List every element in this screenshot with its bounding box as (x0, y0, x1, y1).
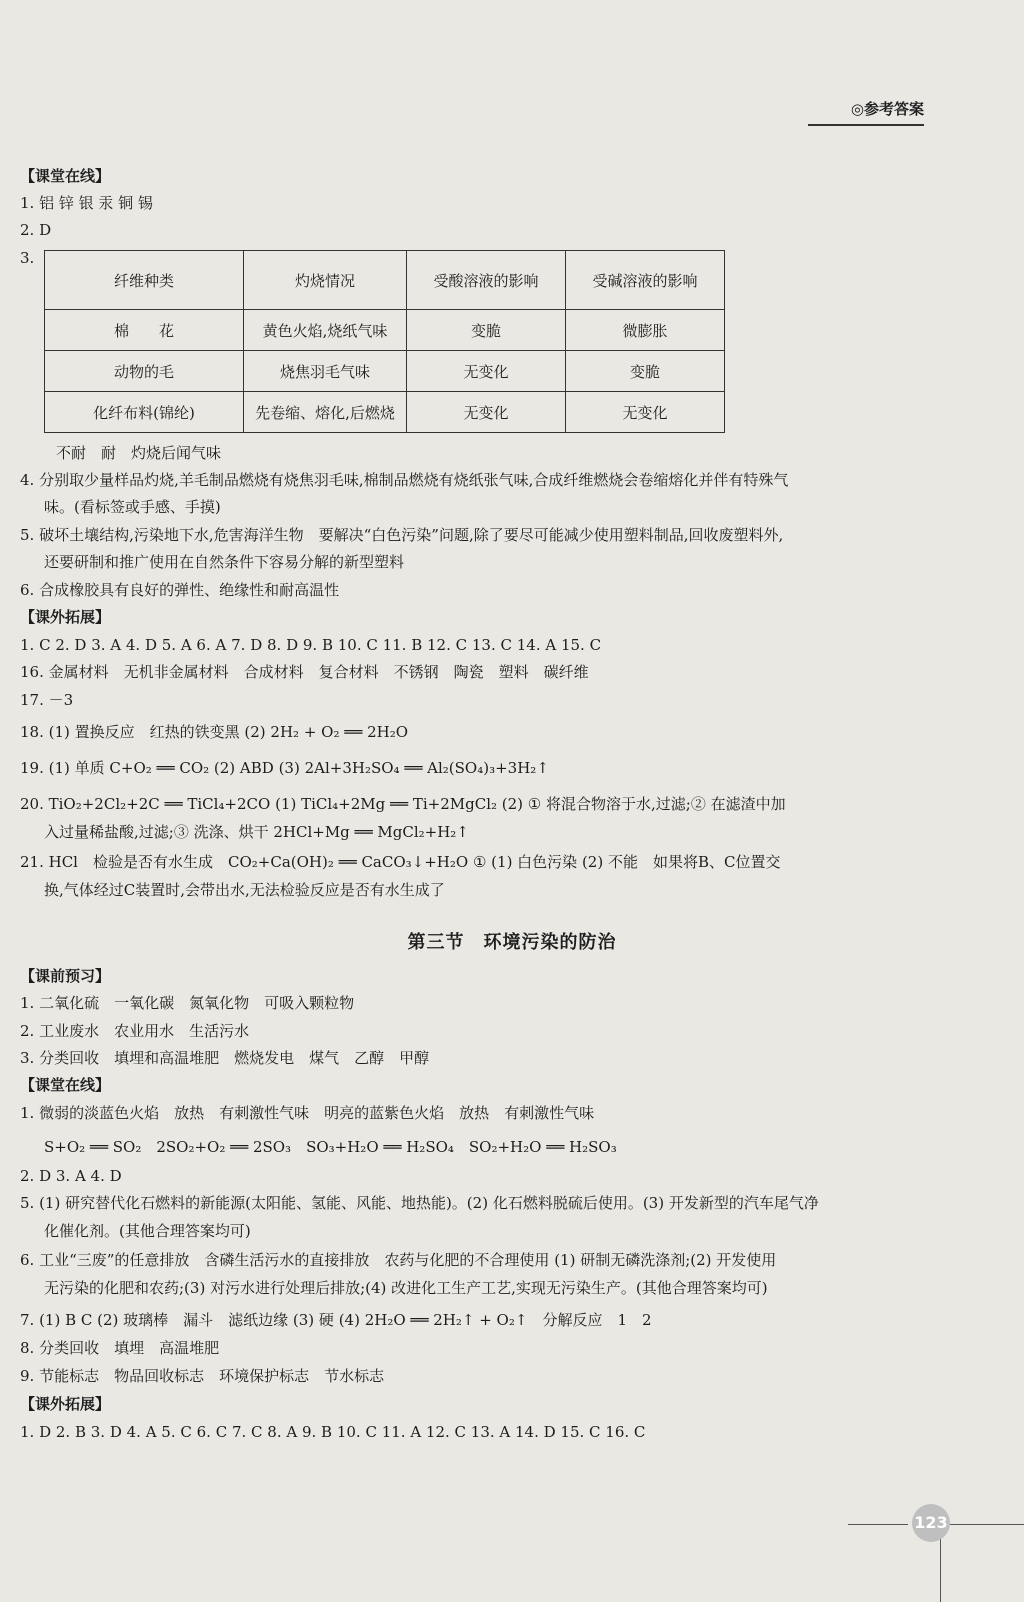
answer-line: 5. (1) 研究替代化石燃料的新能源(太阳能、氢能、风能、地热能)。(2) 化石燃料脱硫后使用。(3) 开发新型的汽车尾气净 (20, 1194, 819, 1212)
table-cell: 微膨胀 (566, 310, 725, 351)
answer-line: 5. 破坏土壤结构,污染地下水,危害海洋生物 要解决“白色污染”问题,除了要尽可能减少使用塑料制品,回收废塑料外, (20, 526, 784, 544)
table-header-cell: 灼烧情况 (244, 251, 407, 310)
section-label: 【课前预习】 (20, 967, 111, 985)
answer-line: 7. (1) B C (2) 玻璃棒 漏斗 滤纸边缘 (3) 硬 (4) 2H₂O ══ 2H₂↑ + O₂↑ 分解反应 1 2 (20, 1311, 652, 1329)
section-label: 【课外拓展】 (20, 608, 111, 626)
table-cell: 无变化 (407, 392, 566, 433)
answer-line: 2. D (20, 221, 52, 239)
answer-line: 19. (1) 单质 C+O₂ ══ CO₂ (2) ABD (3) 2Al+3H₂SO₄ ══ Al₂(SO₄)₃+3H₂↑ (20, 759, 549, 777)
table-header-cell: 受酸溶液的影响 (407, 251, 566, 310)
table-row (45, 310, 725, 351)
answer-line: 1. 微弱的淡蓝色火焰 放热 有刺激性气味 明亮的蓝紫色火焰 放热 有刺激性气味 (20, 1104, 595, 1122)
table-cell: 化纤布料(锦纶) (45, 392, 244, 433)
page-rule (940, 1534, 941, 1602)
table-cell: 动物的毛 (45, 351, 244, 392)
answer-line: 1. C 2. D 3. A 4. D 5. A 6. A 7. D 8. D 9. B 10. C 11. B 12. C 13. C 14. A 15. C (20, 636, 602, 654)
table-cell: 烧焦羽毛气味 (244, 351, 407, 392)
table-row (45, 351, 725, 392)
answer-line: 2. D 3. A 4. D (20, 1167, 122, 1185)
page-rule (950, 1524, 1024, 1525)
answer-line: 不耐 耐 灼烧后闻气味 (56, 444, 222, 462)
answer-line: 16. 金属材料 无机非金属材料 合成材料 复合材料 不锈钢 陶瓷 塑料 碳纤维 (20, 663, 589, 681)
answer-line: 1. 铝 锌 银 汞 铜 锡 (20, 194, 153, 212)
header-rule (808, 124, 924, 126)
header-label: ◎参考答案 (850, 100, 924, 118)
answer-line: 换,气体经过C装置时,会带出水,无法检验反应是否有水生成了 (44, 881, 445, 899)
answer-line: 21. HCl 检验是否有水生成 CO₂+Ca(OH)₂ ══ CaCO₃↓+H₂O ① (1) 白色污染 (2) 不能 如果将B、C位置交 (20, 853, 781, 871)
fiber-table (44, 250, 725, 433)
answer-line: S+O₂ ══ SO₂ 2SO₂+O₂ ══ 2SO₃ SO₃+H₂O ══ H₂SO₄ SO₂+H₂O ══ H₂SO₃ (44, 1138, 617, 1156)
table-cell: 变脆 (407, 310, 566, 351)
page-number: 123 (912, 1504, 950, 1542)
answer-line: 3. (20, 249, 35, 267)
table-cell: 先卷缩、熔化,后燃烧 (244, 392, 407, 433)
table-cell: 黄色火焰,烧纸气味 (244, 310, 407, 351)
answer-line: 1. D 2. B 3. D 4. A 5. C 6. C 7. C 8. A 9. B 10. C 11. A 12. C 13. A 14. D 15. C 16. C (20, 1423, 646, 1441)
answer-line: 2. 工业废水 农业用水 生活污水 (20, 1022, 250, 1040)
table-cell: 无变化 (407, 351, 566, 392)
answer-line: 1. 二氧化硫 一氧化碳 氮氧化物 可吸入颗粒物 (20, 994, 355, 1012)
answer-line: 8. 分类回收 填埋 高温堆肥 (20, 1339, 220, 1357)
section-label: 【课堂在线】 (20, 167, 111, 185)
answer-line: 入过量稀盐酸,过滤;③ 洗涤、烘干 2HCl+Mg ══ MgCl₂+H₂↑ (44, 823, 469, 841)
answer-line: 还要研制和推广使用在自然条件下容易分解的新型塑料 (44, 553, 405, 571)
answer-line: 化催化剂。(其他合理答案均可) (44, 1222, 251, 1240)
answer-line: 3. 分类回收 填埋和高温堆肥 燃烧发电 煤气 乙醇 甲醇 (20, 1049, 430, 1067)
answer-line: 17. －3 (20, 691, 74, 709)
page-rule (848, 1524, 908, 1525)
table-cell: 无变化 (566, 392, 725, 433)
table-cell: 变脆 (566, 351, 725, 392)
table-cell: 棉 花 (45, 310, 244, 351)
section-label: 【课外拓展】 (20, 1395, 111, 1413)
answer-line: 20. TiO₂+2Cl₂+2C ══ TiCl₄+2CO (1) TiCl₄+2Mg ══ Ti+2MgCl₂ (2) ① 将混合物溶于水,过滤;② 在滤渣中加 (20, 795, 786, 813)
answer-line: 18. (1) 置换反应 红热的铁变黑 (2) 2H₂ + O₂ ══ 2H₂O (20, 723, 409, 741)
answer-line: 4. 分别取少量样品灼烧,羊毛制品燃烧有烧焦羽毛味,棉制品燃烧有烧纸张气味,合成纤维燃烧会卷缩熔化并伴有特殊气 (20, 471, 789, 489)
answer-line: 味。(看标签或手感、手摸) (44, 498, 221, 516)
table-header-row (45, 251, 725, 310)
table-row (45, 392, 725, 433)
table-header-cell: 受碱溶液的影响 (566, 251, 725, 310)
answer-line: 9. 节能标志 物品回收标志 环境保护标志 节水标志 (20, 1367, 385, 1385)
answer-line: 无污染的化肥和农药;(3) 对污水进行处理后排放;(4) 改进化工生产工艺,实现无污染生产。(其他合理答案均可) (44, 1279, 768, 1297)
table-header-cell: 纤维种类 (45, 251, 244, 310)
section-label: 【课堂在线】 (20, 1076, 111, 1094)
section-title: 第三节 环境污染的防治 (407, 932, 617, 953)
answer-line: 6. 合成橡胶具有良好的弹性、绝缘性和耐高温性 (20, 581, 340, 599)
answer-line: 6. 工业“三废”的任意排放 含磷生活污水的直接排放 农药与化肥的不合理使用 (1) 研制无磷洗涤剂;(2) 开发使用 (20, 1251, 777, 1269)
